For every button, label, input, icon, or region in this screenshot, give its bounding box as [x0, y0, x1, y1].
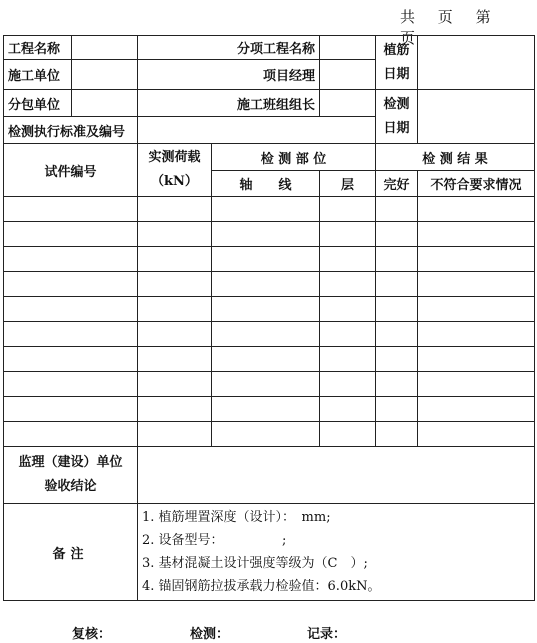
- remark-item: 1. 植筋埋置深度（设计）： mm;: [142, 510, 331, 525]
- specimen-no-header: 试件编号: [4, 144, 138, 197]
- sub-project-name-field[interactable]: [320, 36, 376, 60]
- table-row: [4, 347, 535, 372]
- pager-page: 页: [437, 8, 455, 26]
- record-signature-label: 记录：: [307, 627, 347, 642]
- measured-load-header: 实测荷载 （kN）: [138, 144, 212, 197]
- table-row: [4, 397, 535, 422]
- supervision-conclusion-label: 监理（建设）单位 验收结论: [4, 447, 138, 504]
- remarks-label: 备注: [4, 504, 138, 601]
- test-standard-field[interactable]: [138, 117, 376, 144]
- table-row: [4, 297, 535, 322]
- project-manager-field[interactable]: [320, 60, 376, 90]
- table-row: [4, 247, 535, 272]
- team-leader-label: 施工班组组长: [138, 90, 320, 117]
- table-row: [4, 197, 535, 222]
- subcontract-unit-field[interactable]: [72, 90, 138, 117]
- sub-project-name-label: 分项工程名称: [138, 36, 320, 60]
- test-date-label: 检测 日期: [376, 90, 418, 144]
- table-row: [4, 422, 535, 447]
- table-row: [4, 372, 535, 397]
- project-manager-label: 项目经理: [138, 60, 320, 90]
- table-row: [4, 322, 535, 347]
- rebar-pullout-test-form: [3, 35, 535, 601]
- supervision-conclusion-field[interactable]: [138, 447, 535, 504]
- test-date-field[interactable]: [418, 90, 535, 144]
- intact-header: 完好: [376, 171, 418, 197]
- remark-item: 4. 锚固钢筋拉拔承载力检验值：6.0kN。: [142, 579, 381, 594]
- remark-item: 2. 设备型号： ;: [142, 533, 287, 548]
- remarks-list: [138, 504, 535, 601]
- planting-date-field[interactable]: [418, 36, 535, 90]
- pager-total: 共: [400, 8, 418, 26]
- construction-unit-label: 施工单位: [4, 60, 72, 90]
- test-standard-label: 检测执行标准及编号: [4, 117, 138, 144]
- test-location-header: 检 测 部 位: [212, 144, 376, 171]
- test-signature-label: 检测：: [190, 627, 230, 642]
- floor-header: 层: [320, 171, 376, 197]
- axis-header: 轴 线: [212, 171, 320, 197]
- construction-unit-field[interactable]: [72, 60, 138, 90]
- remark-item: 3. 基材混凝土设计强度等级为（C ）;: [142, 556, 368, 571]
- test-result-header: 检 测 结 果: [376, 144, 535, 171]
- table-row: [4, 222, 535, 247]
- team-leader-field[interactable]: [320, 90, 376, 117]
- project-name-field[interactable]: [72, 36, 138, 60]
- project-name-label: 工程名称: [4, 36, 72, 60]
- subcontract-unit-label: 分包单位: [4, 90, 72, 117]
- pager-page2: 页: [400, 29, 418, 47]
- nonconforming-header: 不符合要求情况: [418, 171, 535, 197]
- table-row: [4, 272, 535, 297]
- review-signature-label: 复核：: [72, 627, 112, 642]
- pager-nth: 第: [475, 8, 493, 26]
- planting-date-label: 植筋 日期: [376, 36, 418, 90]
